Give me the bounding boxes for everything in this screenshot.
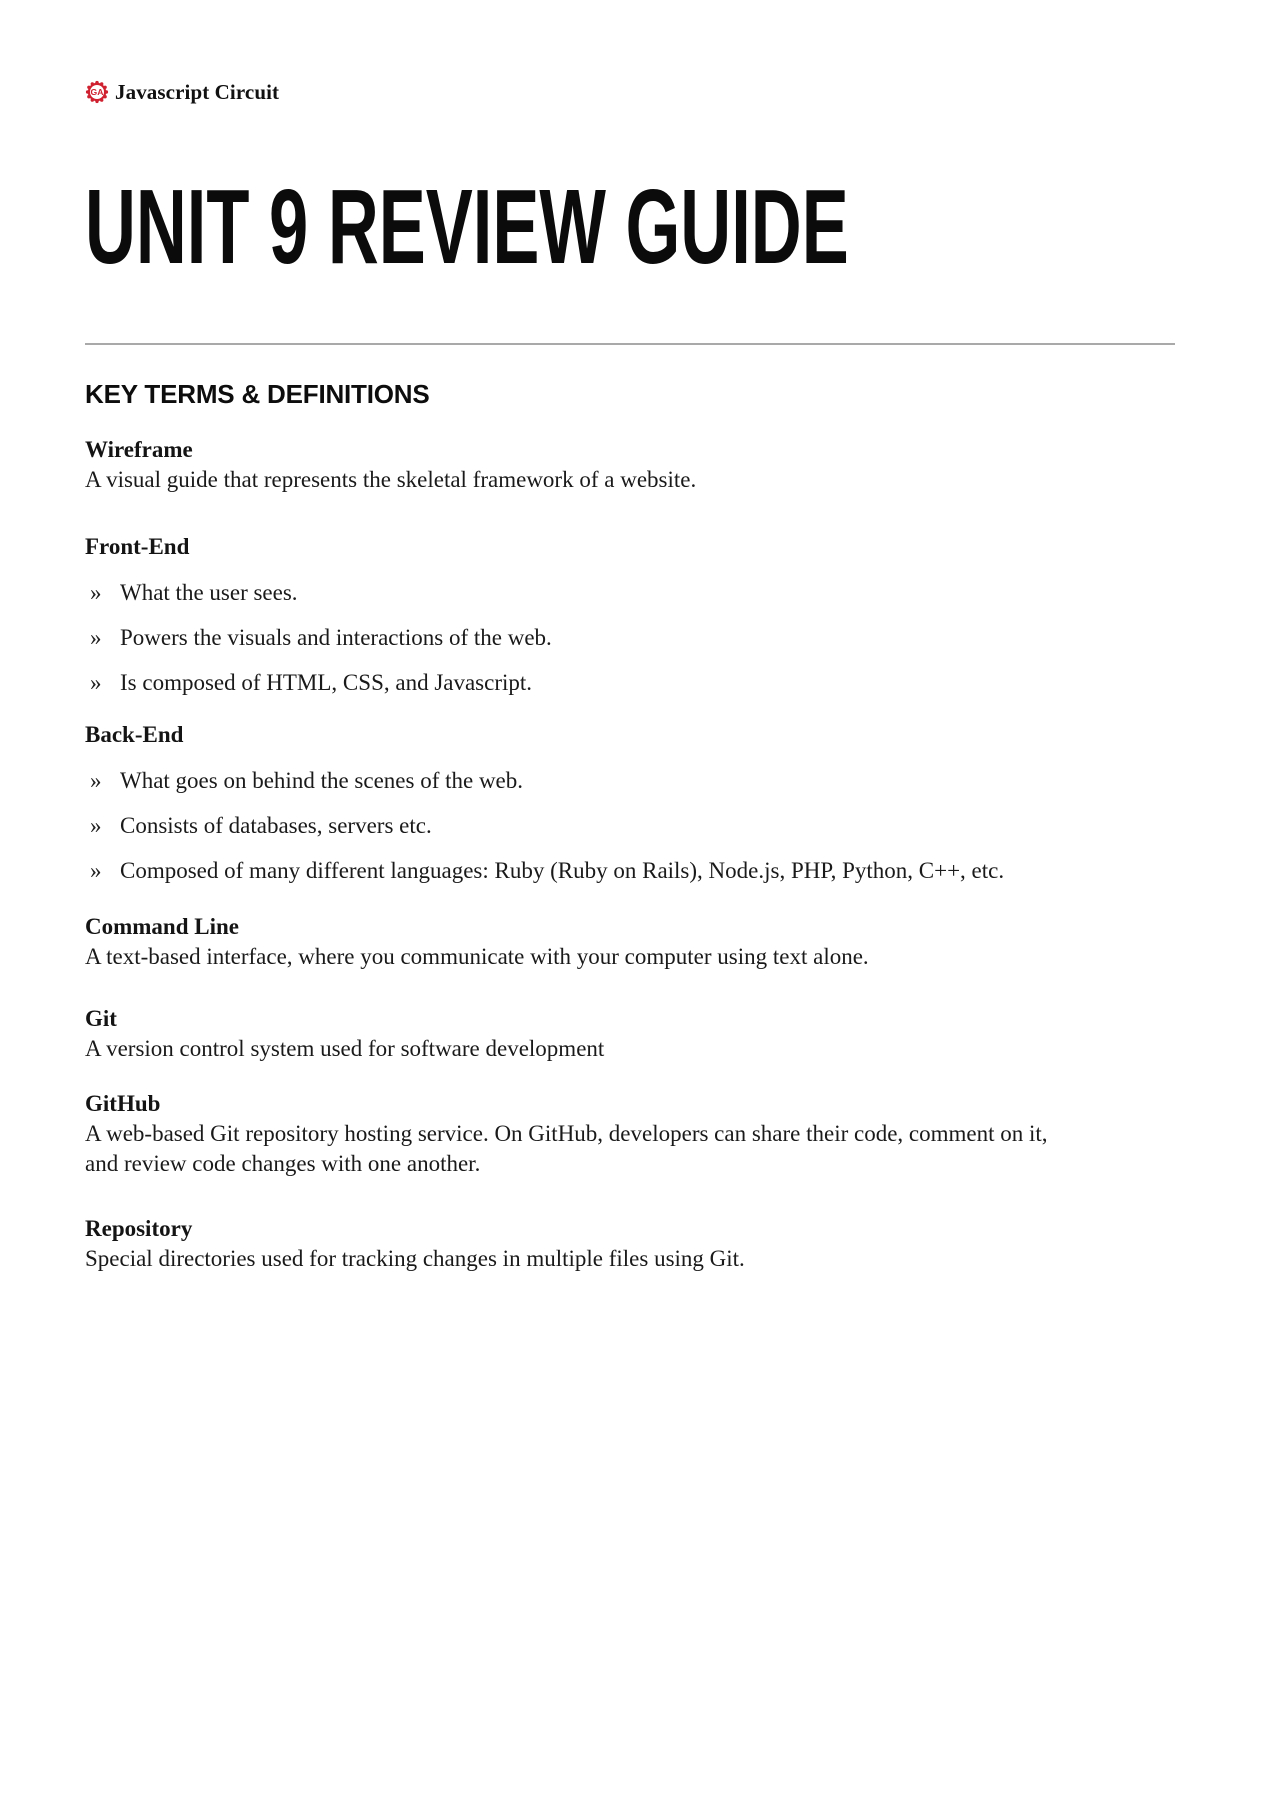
term-block — [85, 1089, 1175, 1179]
bullet-text: Consists of databases, servers etc. — [120, 813, 432, 838]
term-definition: A web-based Git repository hosting service. On GitHub, developers can share their code, comment on it, and review code changes with one another. — [85, 1121, 1048, 1176]
page-title-text: UNIT 9 REVIEW GUIDE — [85, 168, 849, 286]
term-definition: A visual guide that represents the skeletal framework of a website. — [85, 467, 697, 492]
page-title — [85, 168, 1175, 286]
term-block — [85, 1214, 1175, 1274]
term-heading: Front-End — [85, 534, 190, 559]
bullet-text: Is composed of HTML, CSS, and Javascript. — [120, 670, 533, 695]
bullet-marker-icon: » — [90, 768, 102, 793]
bullet-text: Composed of many different languages: Ruby (Ruby on Rails), Node.js, PHP, Python, C++, etc. — [120, 858, 1005, 883]
bullet-item — [85, 623, 1175, 653]
term-block — [85, 435, 1175, 495]
term-heading: Back-End — [85, 722, 184, 747]
bullet-text: Powers the visuals and interactions of the web. — [120, 625, 552, 650]
term-definition: A version control system used for software development — [85, 1036, 605, 1061]
bullet-item — [85, 578, 1175, 608]
term-heading: Git — [85, 1006, 117, 1031]
bullet-item — [85, 668, 1175, 698]
bullet-marker-icon: » — [90, 625, 102, 650]
term-heading: Command Line — [85, 914, 239, 939]
bullet-item — [85, 811, 1175, 841]
bullet-marker-icon: » — [90, 580, 102, 605]
bullet-text: What goes on behind the scenes of the web. — [120, 768, 524, 793]
bullet-list — [85, 578, 1175, 698]
bullet-marker-icon: » — [90, 670, 102, 695]
term-definition: A text-based interface, where you communicate with your computer using text alone. — [85, 944, 869, 969]
section-heading: KEY TERMS & DEFINITIONS — [85, 379, 430, 409]
term-heading: Wireframe — [85, 437, 193, 462]
bullet-list — [85, 766, 1175, 886]
bullet-marker-icon: » — [90, 858, 102, 883]
bullet-item — [85, 856, 1175, 886]
brand-name: Javascript Circuit — [115, 80, 280, 104]
brand-header — [85, 80, 1175, 104]
term-definition: Special directories used for tracking changes in multiple files using Git. — [85, 1246, 745, 1271]
bullet-text: What the user sees. — [120, 580, 298, 605]
term-block — [85, 1004, 1175, 1064]
term-block — [85, 532, 1175, 698]
divider-rule — [85, 343, 1175, 345]
ga-logo-letters: GA — [90, 87, 104, 98]
term-block — [85, 720, 1175, 886]
term-heading: GitHub — [85, 1091, 161, 1116]
term-heading: Repository — [85, 1216, 193, 1241]
bullet-item — [85, 766, 1175, 796]
term-block — [85, 912, 1175, 972]
terms-list — [85, 435, 1175, 1274]
ga-logo-icon — [85, 80, 109, 104]
bullet-marker-icon: » — [90, 813, 102, 838]
